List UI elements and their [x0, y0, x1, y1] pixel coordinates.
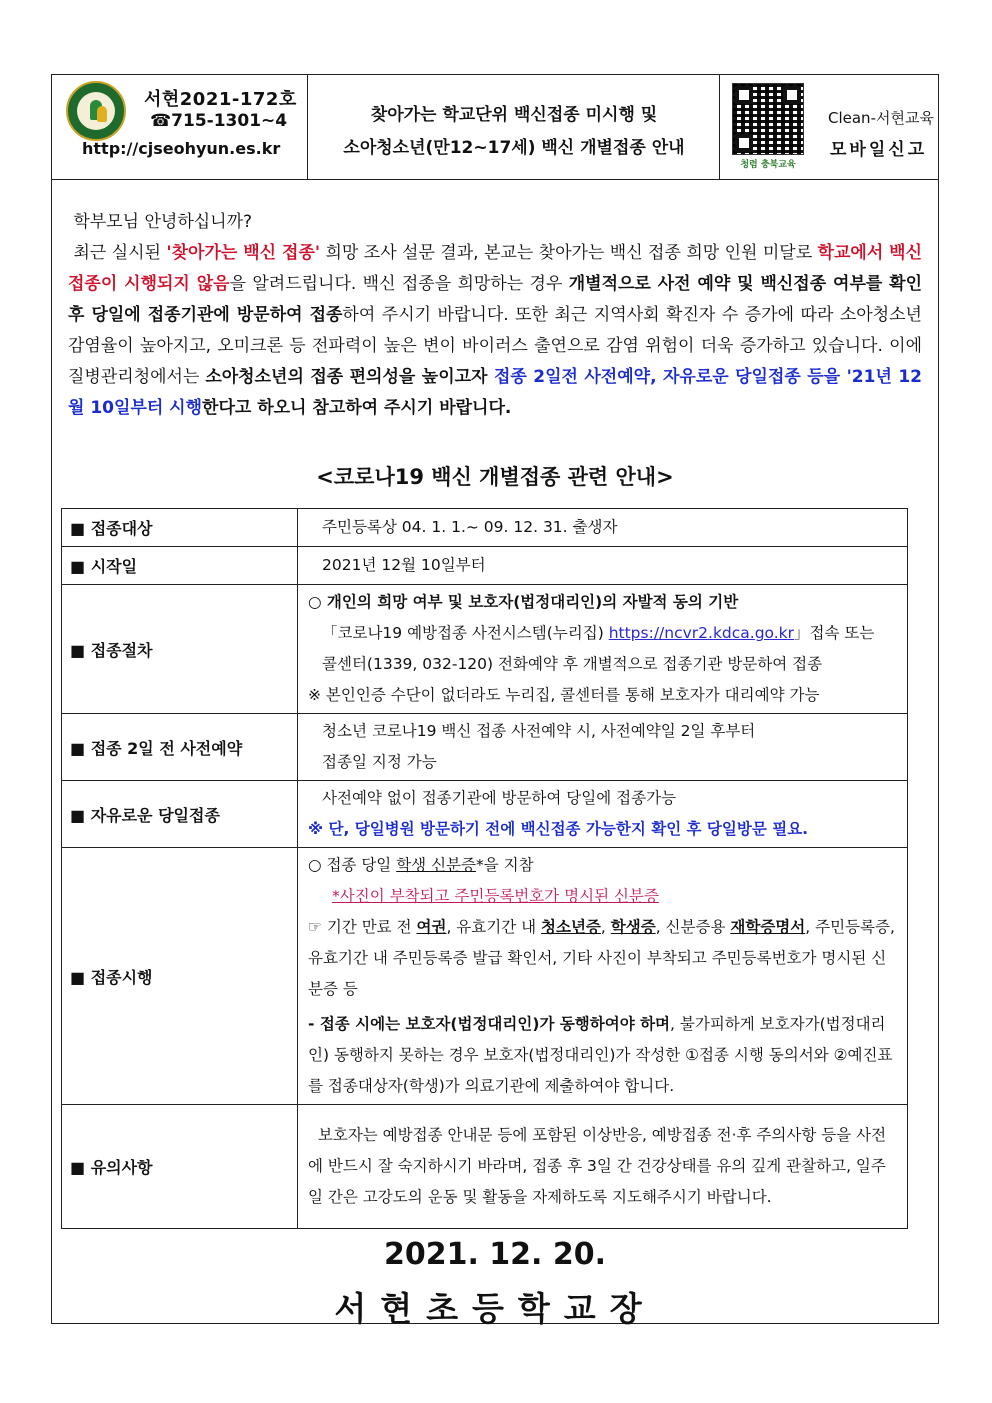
- row-value-execution: ○ 접종 당일 학생 신분증*을 지참 *사진이 부착되고 주민등록번호가 명시된 신분증 ☞ 기간 만료 전 여권, 유효기간 내 청소년증, 학생증, 신분증용 재학증명서, 주민등록증, 유효기간 내 주민등록증 발급 확인서, 기타 사진이 부착되고 주민등록번호가 명시된 신분증 등 - 접종 시에는 보호자(법정대리인)가 동행하여야 하며, 불가피하게 보호자가(법정대리인) 동행하지 못하는 경우 보호자(법정대리인)가 작성한 ①접종 시행 동의서와 ②예진표를 접종대상자(학생)가 의료기관에 제출하여야 합니다.: [298, 848, 908, 1105]
- table-row: [62, 585, 908, 714]
- letterhead-info-cell: [52, 75, 308, 179]
- school-logo-icon: [66, 81, 126, 141]
- row-value-target: 주민등록상 04. 1. 1.~ 09. 12. 31. 출생자: [298, 509, 908, 547]
- clean-label: Clean-서현교육: [828, 109, 934, 127]
- greeting: 학부모님 안녕하십니까?: [73, 212, 253, 232]
- table-row: [62, 547, 908, 585]
- letterhead-title-cell: [308, 75, 720, 179]
- document-date: 2021. 12. 20.: [383, 1237, 607, 1272]
- row-label-start: ■ 시작일: [62, 547, 298, 585]
- row-label-caution: ■ 유의사항: [62, 1105, 298, 1229]
- school-principal-signature: 서현초등학교장: [334, 1289, 656, 1328]
- document-title-line2: 소아청소년(만12~17세) 백신 개별접종 안내: [343, 138, 685, 158]
- letterhead: [52, 75, 938, 180]
- row-label-execution: ■ 접종시행: [62, 848, 298, 1105]
- table-row: [62, 781, 908, 848]
- phone-number: ☎715-1301~4: [150, 111, 288, 131]
- document-title-line1: 찾아가는 학교단위 백신접종 미시행 및: [370, 105, 658, 125]
- letterhead-qr-cell: [720, 75, 938, 179]
- row-value-start: 2021년 12월 10일부터: [298, 547, 908, 585]
- row-label-sameday: ■ 자유로운 당일접종: [62, 781, 298, 848]
- table-row: [62, 848, 908, 1105]
- document-number: 서현2021-172호: [144, 89, 297, 110]
- row-value-caution: 보호자는 예방접종 안내문 등에 포함된 이상반응, 예방접종 전·후 주의사항 등을 사전에 반드시 잘 숙지하시기 바라며, 접종 후 3일 간 건강상태를 유의 깊게 관찰하고, 일주일 간은 고강도의 운동 및 활동을 자제하도록 지도해주시기 바랍니다.: [298, 1105, 908, 1229]
- row-value-sameday: 사전예약 없이 접종기관에 방문하여 당일에 접종가능 ※ 단, 당일병원 방문하기 전에 백신접종 가능한지 확인 후 당일방문 필요.: [298, 781, 908, 848]
- row-label-target: ■ 접종대상: [62, 509, 298, 547]
- qr-caption: 청렴 충북교육: [740, 160, 796, 170]
- intro-paragraph: [68, 207, 922, 424]
- table-row: [62, 1105, 908, 1229]
- intro-body: 최근 실시된 '찾아가는 백신 접종' 희망 조사 설문 결과, 본교는 찾아가는 백신 접종 희망 인원 미달로 학교에서 백신접종이 시행되지 않음을 알려드립니다. 백신 접종을 희망하는 경우 개별적으로 사전 예약 및 백신접종 여부를 확인 후 당일에 접종기관에 방문하여 접종하여 주시기 바랍니다. 또한 최근 지역사회 확진자 수 증가에 따라 소아청소년 감염율이 높아지고, 오미크론 등 전파력이 높은 변이 바이러스 출연으로 감염 위험이 더욱 증가하고 있습니다. 이에 질병관리청에서는 소아청소년의 접종 편의성을 높이고자 접종 2일전 사전예약, 자유로운 당일접종 등을 '21년 12월 10일부터 시행한다고 하오니 참고하여 주시기 바랍니다.: [68, 243, 923, 418]
- row-value-procedure: ○ 개인의 희망 여부 및 보호자(법정대리인)의 자발적 동의 기반 「코로나19 예방접종 사전시스템(누리집) https://ncvr2.kdca.go.kr」접속 또는 콜센터(1339, 032-120) 전화예약 후 개별적으로 접종기관 방문하여 접종 ※ 본인인증 수단이 없더라도 누리집, 콜센터를 통해 보호자가 대리예약 가능: [298, 585, 908, 714]
- row-label-reservation: ■ 접종 2일 전 사전예약: [62, 714, 298, 781]
- mobile-report-label: 모바일신고: [830, 140, 928, 160]
- school-website[interactable]: http://cjseohyun.es.kr: [82, 139, 281, 158]
- section-title: <코로나19 백신 개별접종 관련 안내>: [316, 465, 674, 489]
- vaccination-info-table: [61, 508, 908, 1229]
- table-row: [62, 714, 908, 781]
- qr-code-icon[interactable]: [732, 83, 804, 155]
- ncvr-link[interactable]: https://ncvr2.kdca.go.kr: [608, 624, 795, 642]
- row-value-reservation: 청소년 코로나19 백신 접종 사전예약 시, 사전예약일 2일 후부터 접종일 지정 가능: [298, 714, 908, 781]
- row-label-procedure: ■ 접종절차: [62, 585, 298, 714]
- document-page: [51, 74, 939, 1328]
- table-row: [62, 509, 908, 547]
